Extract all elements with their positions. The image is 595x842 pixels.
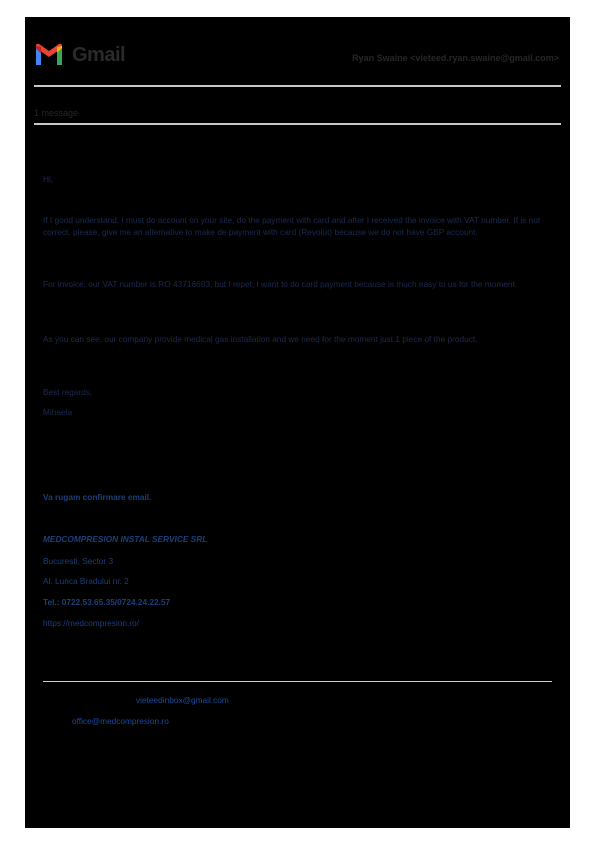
- paragraph-2: For invoice, our VAT number is RO 43716693, but I repet, I want to do card payment because is much easy to us for the moment.: [43, 279, 518, 289]
- header-divider: [34, 85, 561, 87]
- gmail-logo: [34, 43, 125, 67]
- signature-phone: Tel.: 0722.53.65.35/0724.24.22.57: [43, 597, 171, 607]
- email-link-2[interactable]: office@medcompresion.ro: [72, 716, 169, 726]
- email-link-1[interactable]: vieteedinbox@gmail.com: [136, 695, 229, 705]
- signature-company: MEDCOMPRESION INSTAL SERVICE SRL: [43, 534, 208, 544]
- print-header: [25, 17, 570, 83]
- gmail-wordmark: Gmail: [72, 43, 126, 66]
- footer-divider: [43, 681, 552, 682]
- signature-street: Al. Lunca Bradului nr. 2: [43, 576, 129, 586]
- signature-confirm: Va rugam confirmare email.: [43, 492, 152, 502]
- signature-website-link[interactable]: https://medcompresion.ro/: [43, 618, 139, 628]
- closing: Best regards,: [43, 387, 93, 397]
- message-count: 1 message: [34, 108, 79, 118]
- account-sender: Ryan Swaine <vieteed.ryan.swaine@gmail.com>: [352, 53, 559, 63]
- greeting: Hi,: [43, 174, 54, 184]
- gmail-m-icon: [34, 43, 64, 67]
- signature-city: Bucuresti, Sector 3: [43, 556, 114, 566]
- thread-divider: [34, 123, 561, 125]
- paragraph-1: If I good understand, I must do account on your site, do the payment with card and after I received the invoice with VAT number. If is not correct, please, give me an alternative to make de payment with card (Revolut) because we do not have GBP account.: [43, 215, 541, 237]
- email-print-page: [25, 17, 570, 828]
- paragraph-3: As you can see, our company provide medical gas installation and we need for the moment just 1 piece of the product.: [43, 334, 478, 344]
- sender-name: Mihaela: [43, 407, 73, 417]
